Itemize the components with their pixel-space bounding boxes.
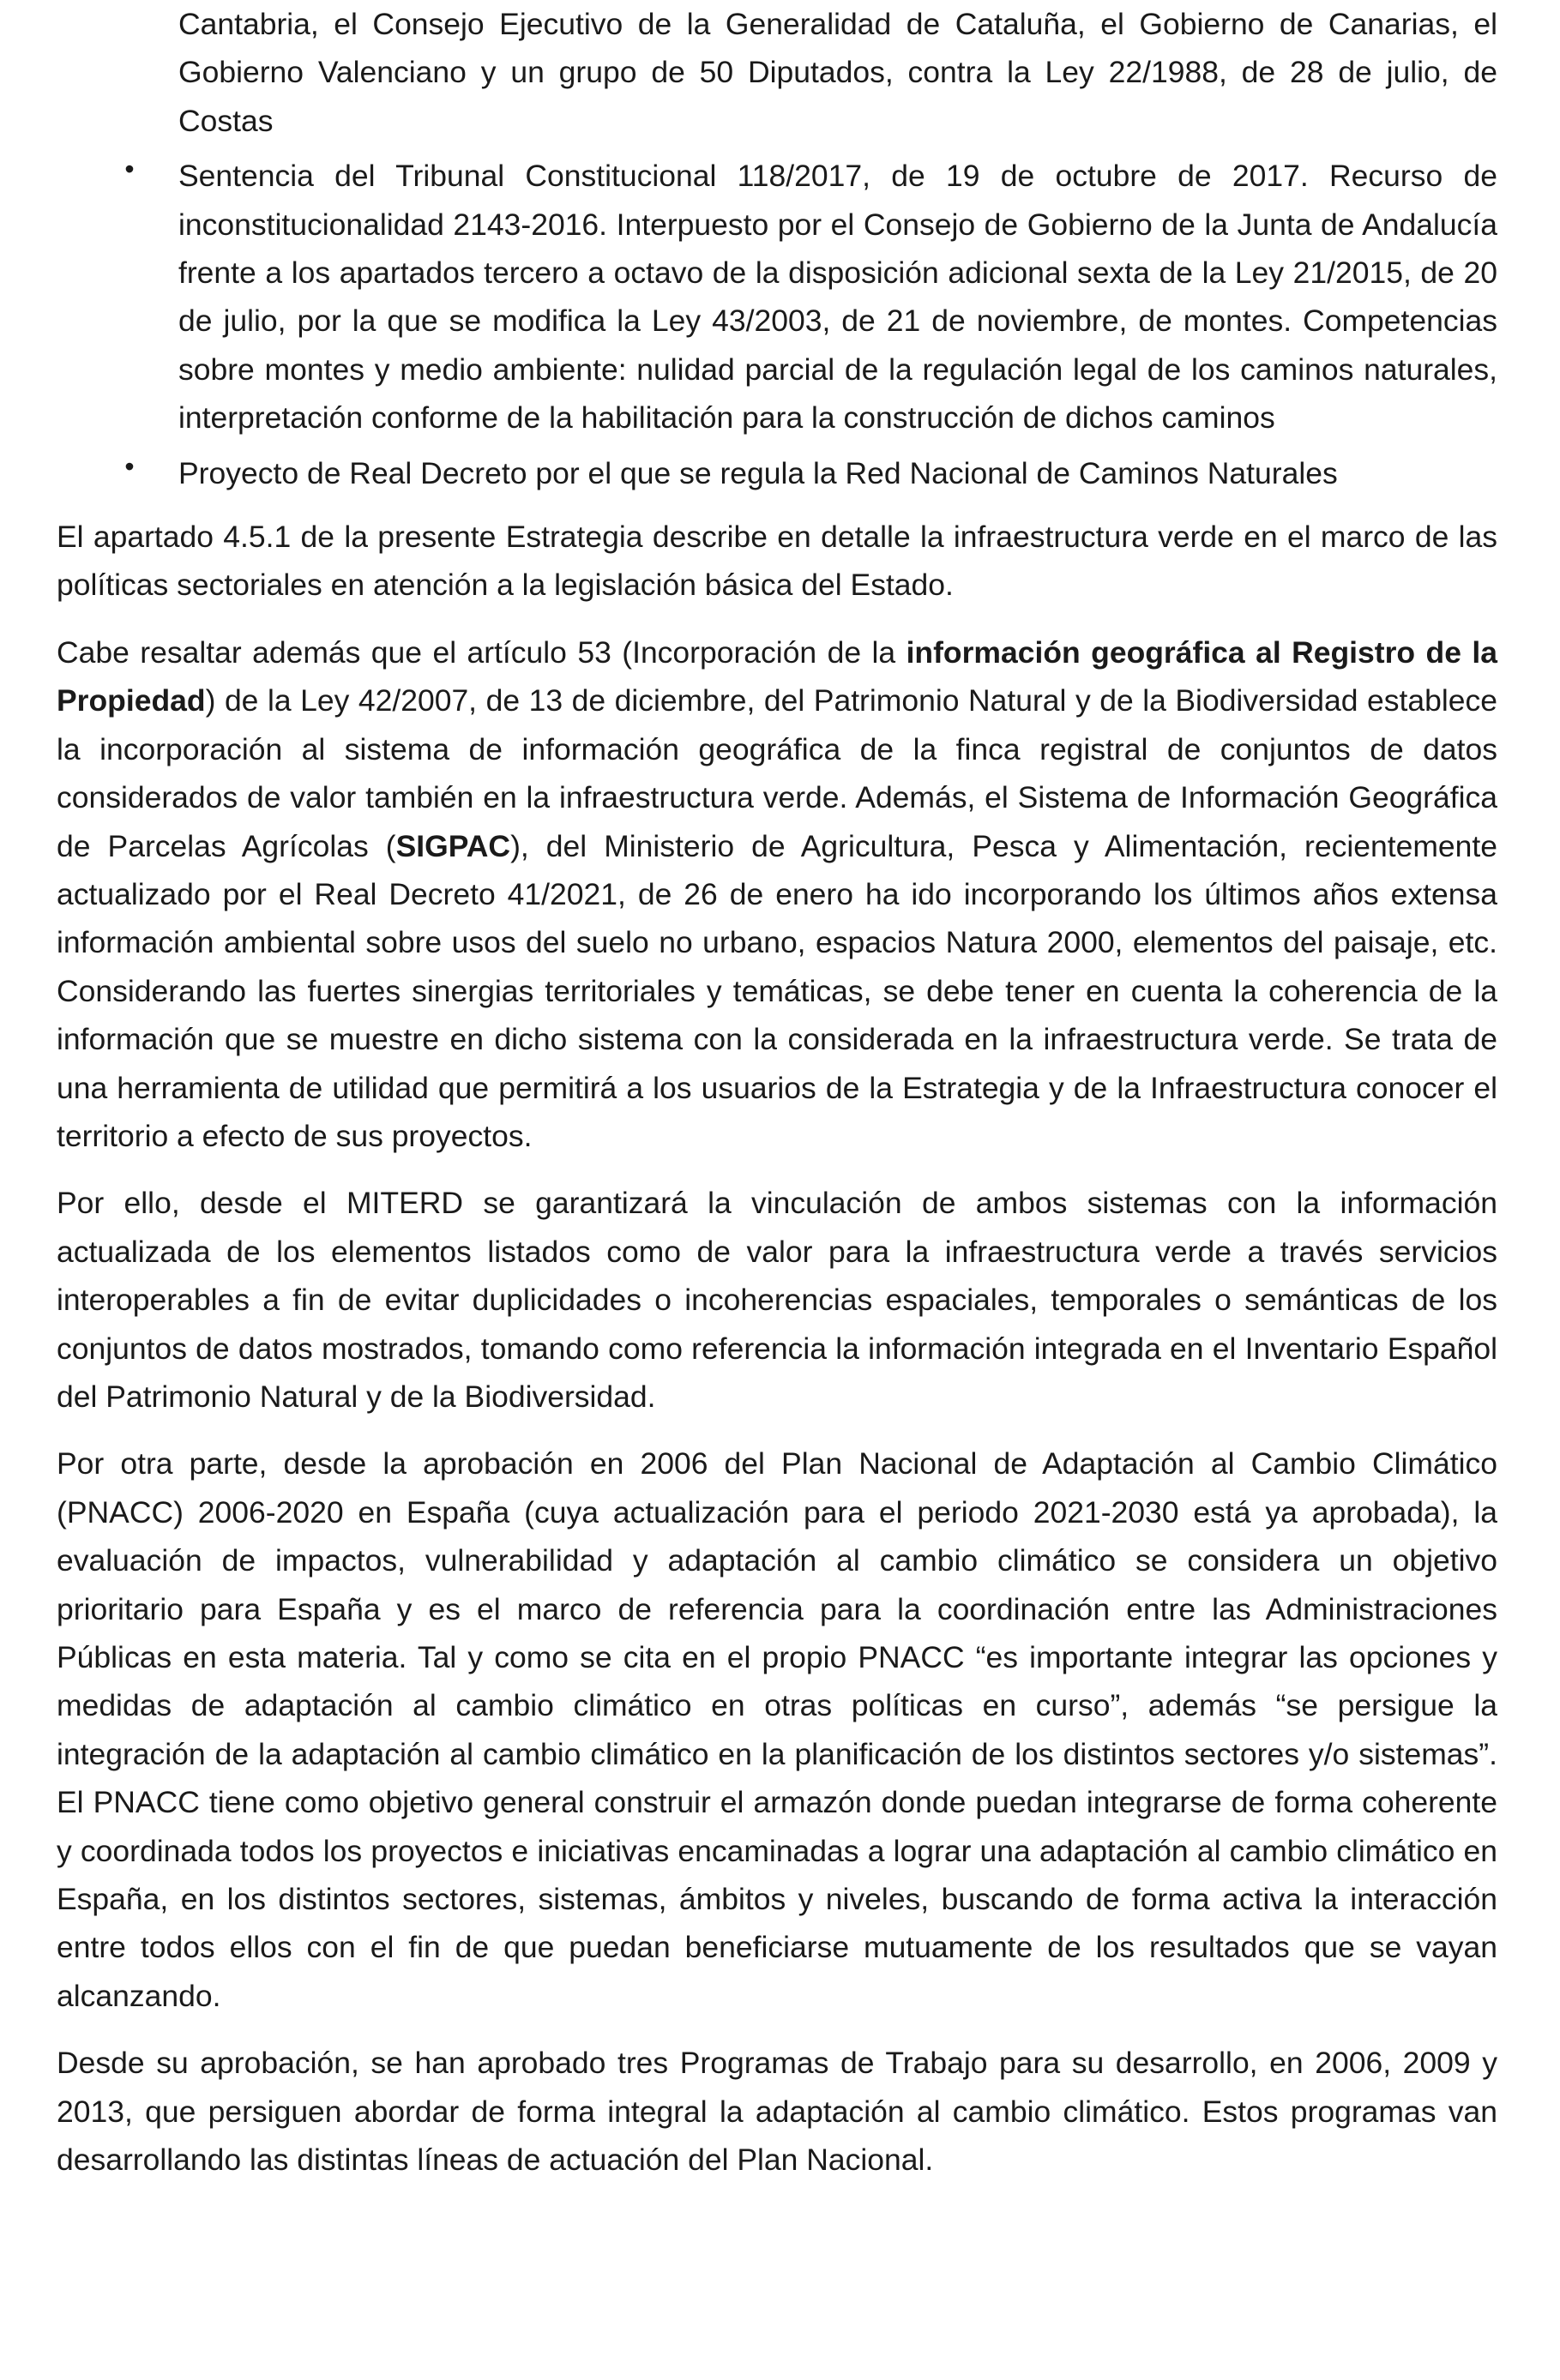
- paragraph-strategy-reference: El apartado 4.5.1 de la presente Estrategia describe en detalle la infraestructura verde en el marco de las políticas sectoriales en atención a la legislación básica del Estado.: [57, 520, 1497, 603]
- bullet-icon: •: [124, 153, 135, 185]
- list-item: [57, 0, 1497, 145]
- list-item-text: Proyecto de Real Decreto por el que se regula la Red Nacional de Caminos Naturales: [178, 455, 1338, 490]
- bold-text: SIGPAC: [395, 828, 511, 863]
- bullet-icon: •: [124, 450, 135, 482]
- paragraph-text: Cabe resaltar además que el artículo 53 (Incorporación de la: [57, 634, 906, 670]
- paragraph-work-programs: Desde su aprobación, se han aprobado tres Programas de Trabajo para su desarrollo, en 2006, 2009 y 2013, que persiguen abordar de forma integral la adaptación al cambio climático. Estos programas van desarrollando las distintas líneas de actuación del Plan Nacional.: [57, 2046, 1497, 2178]
- bold-text: información geográfica al Registro de la Propiedad: [57, 634, 1497, 718]
- list-item-text: Cantabria, el Consejo Ejecutivo de la Generalidad de Cataluña, el Gobierno de Canarias, el Gobierno Valenciano y un grupo de 50 Diputados, contra la Ley 22/1988, de 28 de julio, de Costas: [178, 7, 1497, 138]
- legislation-list: [57, 0, 1497, 497]
- list-item: [57, 145, 1497, 442]
- paragraph-pnacc: Por otra parte, desde la aprobación en 2006 del Plan Nacional de Adaptación al Cambio Climático (PNACC) 2006-2020 en España (cuya actualización para el periodo 2021-2030 está ya aprobada), la evaluación de impactos, vulnerabilidad y adaptación al cambio climático se considera un objetivo prioritario para España y es el marco de referencia para la coordinación entre las Administraciones Públicas en esta materia. Tal y como se cita en el propio PNACC “es importante integrar las opciones y medidas de adaptación al cambio climático en otras políticas en curso”, además “se persigue la integración de la adaptación al cambio climático en la planificación de los distintos sectores y/o sistemas”. El PNACC tiene como objetivo general construir el armazón donde puedan integrarse de forma coherente y coordinada todos los proyectos e iniciativas encaminadas a lograr una adaptación al cambio climático en España, en los distintos sectores, sistemas, ámbitos y niveles, buscando de forma activa la interacción entre todos ellos con el fin de que puedan beneficiarse mutuamente de los resultados que se vayan alcanzando.: [57, 1446, 1497, 2013]
- paragraph-text: ), del Ministerio de Agricultura, Pesca y Alimentación, recientemente actualizado por el Real Decreto 41/2021, de 26 de enero ha ido incorporando los últimos años extensa información ambiental sobre usos del suelo no urbano, espacios Natura 2000, elementos del paisaje, etc. Considerando las fuertes sinergias territoriales y temáticas, se debe tener en cuenta la coherencia de la información que se muestre en dicho sistema con la considerada en la infraestructura verde. Se trata de una herramienta de utilidad que permitirá a los usuarios de la Estrategia y de la Infraestructura conocer el territorio a efecto de sus proyectos.: [57, 828, 1497, 1153]
- paragraph-text: ) de la Ley 42/2007, de 13 de diciembre, del Patrimonio Natural y de la Biodiversidad establece la incorporación al sistema de información geográfica de la finca registral de conjuntos de datos considerados de valor también en la infraestructura verde. Además, el Sistema de Información Geográfica de Parcelas Agrícolas (: [57, 683, 1497, 863]
- paragraph-geographic-information: [57, 628, 1497, 1160]
- list-item: [57, 442, 1497, 497]
- paragraph-miterd: Por ello, desde el MITERD se garantizará la vinculación de ambos sistemas con la información actualizada de los elementos listados como de valor para la infraestructura verde a través servicios interoperables a fin de evitar duplicidades o incoherencias espaciales, temporales o semánticas de los conjuntos de datos mostrados, tomando como referencia la información integrada en el Inventario Español del Patrimonio Natural y de la Biodiversidad.: [57, 1186, 1497, 1414]
- list-item-text: Sentencia del Tribunal Constitucional 118/2017, de 19 de octubre de 2017. Recurso de inconstitucionalidad 2143-2016. Interpuesto por el Consejo de Gobierno de la Junta de Andalucía frente a los apartados tercero a octavo de la disposición adicional sexta de la Ley 21/2015, de 20 de julio, por la que se modifica la Ley 43/2003, de 21 de noviembre, de montes. Competencias sobre montes y medio ambiente: nulidad parcial de la regulación legal de los caminos naturales, interpretación conforme de la habilitación para la construcción de dichos caminos: [178, 159, 1497, 436]
- document-page: [57, 0, 1497, 2184]
